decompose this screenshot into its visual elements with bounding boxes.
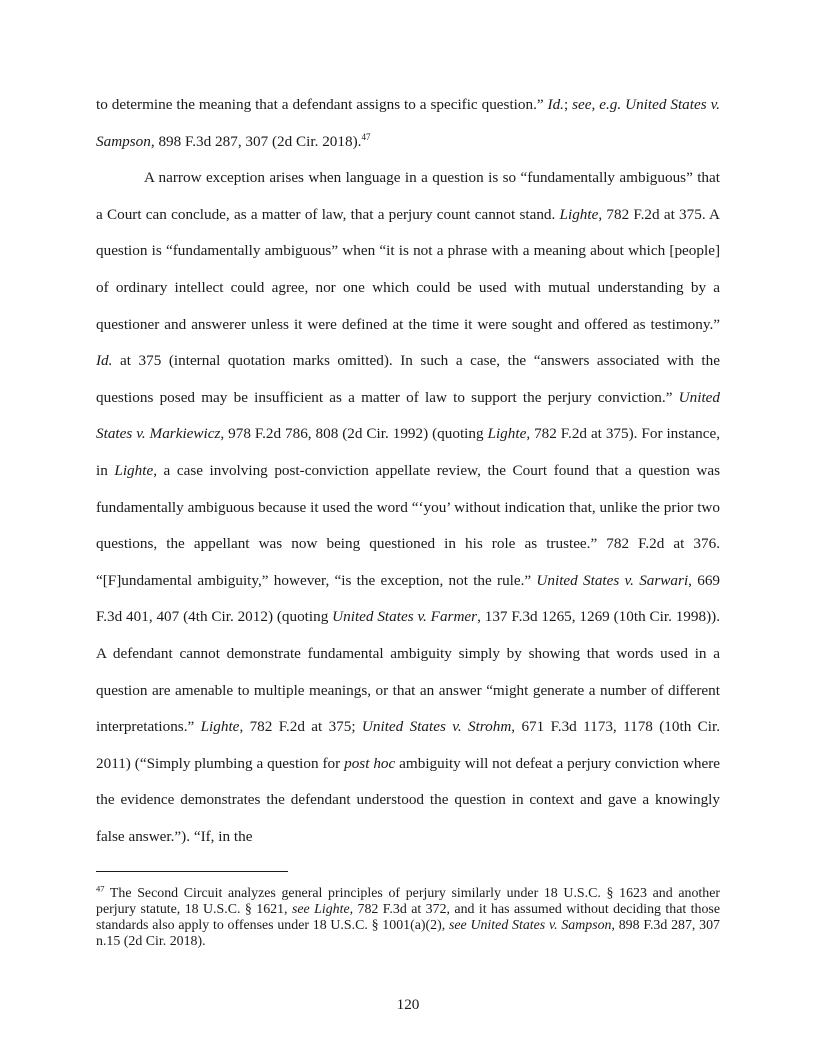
- text-segment: ambiguity will not defeat a perjury conviction where the evidence demonstrates the defendant understood the question in context and gave a knowingly false answer.”). “If, in the: [96, 754, 720, 845]
- text-segment: , 671 F.3d 1173, 1178 (10th Cir. 2011) (“Simply plumbing a question for: [96, 718, 720, 772]
- text-segment: ;: [563, 96, 573, 113]
- text-segment: to determine the meaning that a defendant assigns to a specific question.”: [96, 96, 548, 113]
- case-name: see United States v. Sampson: [448, 918, 612, 933]
- footnote-reference: 47: [361, 131, 371, 142]
- case-name: United States v. Markiewicz: [96, 388, 720, 443]
- text-segment: , 898 F.3d 287, 307 n.15 (2d Cir. 2018).: [96, 918, 720, 949]
- case-name: United States v. Strohm: [361, 718, 512, 736]
- case-name: United States v. Farmer: [332, 608, 478, 626]
- text-segment: , 978 F.2d 786, 808 (2d Cir. 1992) (quoting: [220, 425, 488, 443]
- latin-term: post hoc: [344, 754, 396, 772]
- text-segment: , 669 F.3d 401, 407 (4th Cir. 2012) (quoting: [96, 571, 721, 626]
- text-segment: , 782 F.3d at 372, and it has assumed without deciding that those standards also apply to offenses under 18 U.S.C. § 1001(a)(2),: [96, 902, 720, 933]
- case-name: Lighte: [114, 461, 154, 479]
- page-number: 120: [396, 996, 420, 1013]
- text-segment: , 782 F.2d at 375). For instance, in: [96, 425, 721, 479]
- footnote-divider: [96, 871, 288, 872]
- citation-signal: Id.: [547, 96, 564, 113]
- text-segment: The Second Circuit analyzes general principles of perjury similarly under 18 U.S.C. § 1623 and another perjury statute, 18 U.S.C. § 1621,: [96, 886, 720, 917]
- text-segment: , 137 F.3d 1265, 1269 (10th Cir. 1998)). A defendant cannot demonstrate fundamental ambiguity simply by showing that words used in a question are amenable to multiple meanings, or that an answer “might generate a number of different interpretations.”: [96, 608, 720, 736]
- case-name: see, e.g. United States v. Sampson: [96, 96, 720, 150]
- body-text: [96, 87, 720, 855]
- text-segment: , 898 F.3d 287, 307 (2d Cir. 2018).: [150, 132, 362, 150]
- case-name: Lighte: [200, 718, 240, 736]
- case-name: Lighte: [487, 425, 527, 443]
- text-segment: , 782 F.2d at 375;: [239, 718, 362, 736]
- footnote: [96, 883, 720, 950]
- paragraph: [96, 160, 720, 855]
- case-name: Lighte: [559, 205, 599, 223]
- citation-signal: Id.: [96, 352, 113, 370]
- case-name: United States v. Sarwari: [536, 571, 689, 589]
- text-segment: , a case involving post-conviction appellate review, the Court found that a question was fundamentally ambiguous because it used the word “‘you’ without indication that, unlike the prior two questions, the appellant was now being questioned in his role as trustee.” 782 F.2d at 376. “[F]undamental ambiguity,” however, “is the exception, not the rule.”: [96, 461, 720, 589]
- text-segment: , 782 F.2d at 375. A question is “fundamentally ambiguous” when “it is not a phrase with a meaning about which [people] of ordinary intellect could agree, nor one which could be used with mutual understanding by a questioner and answerer unless it were defined at the time it were sought and offered as testimony.”: [96, 205, 720, 333]
- text-segment: A narrow exception arises when language in a question is so “fundamentally ambiguous” that a Court can conclude, as a matter of law, that a perjury count cannot stand.: [96, 169, 720, 223]
- footnote-number: 47: [96, 883, 105, 894]
- paragraph: [96, 87, 720, 160]
- text-segment: at 375 (internal quotation marks omitted). In such a case, the “answers associated with the questions posed may be insufficient as a matter of law to support the perjury conviction.”: [96, 352, 720, 406]
- case-name: see Lighte: [291, 902, 350, 917]
